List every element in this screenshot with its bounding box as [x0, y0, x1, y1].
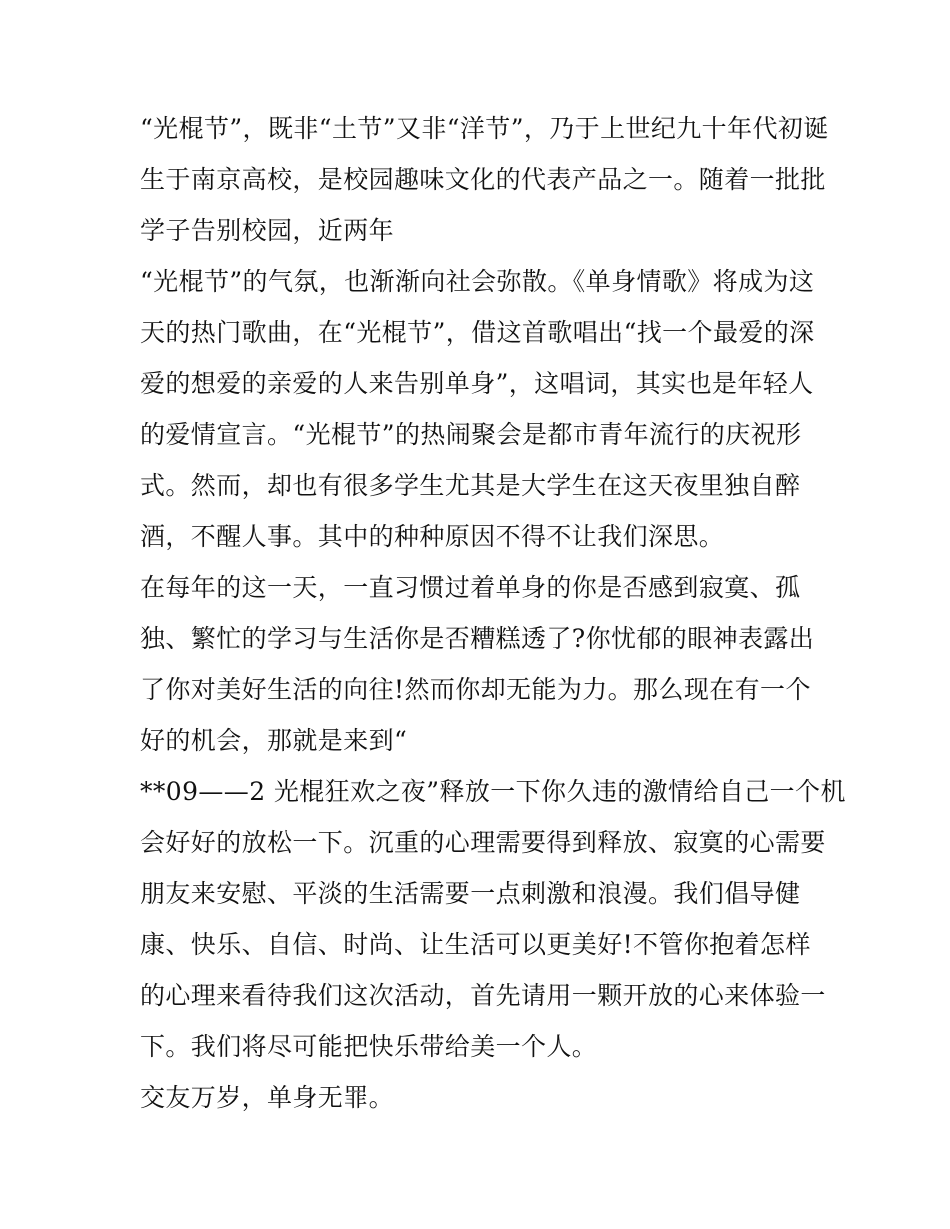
text-line: 交友万岁，单身无罪。 [140, 1083, 395, 1112]
text-line: 的心理来看待我们这次活动，首先请用一颗开放的心来体验一 [140, 981, 826, 1010]
text-line: 式。然而，却也有很多学生尤其是大学生在这天夜里独自醉 [140, 471, 801, 500]
text-line: 学子告别校园，近两年 [140, 216, 395, 245]
text-line: “光棍节”，既非“土节”又非“洋节”，乃于上世纪九十年代初诞 [140, 114, 829, 143]
text-line: 了你对美好生活的向往!然而你却无能为力。那么现在有一个 [140, 675, 811, 704]
text-line: **09——2 光棍狂欢之夜”释放一下你久违的激情给自己一个机 [140, 777, 846, 806]
text-line: 的爱情宣言。“光棍节”的热闹聚会是都市青年流行的庆祝形 [140, 420, 802, 449]
text-line: 生于南京高校，是校园趣味文化的代表产品之一。随着一批批 [140, 165, 826, 194]
text-line: 酒，不醒人事。其中的种种原因不得不让我们深思。 [140, 522, 725, 551]
text-line: 下。我们将尽可能把快乐带给美一个人。 [140, 1032, 598, 1061]
text-line: “光棍节”的气氛，也渐渐向社会弥散。《单身情歌》将成为这 [140, 267, 815, 296]
text-line: 爱的想爱的亲爱的人来告别单身”，这唱词，其实也是年轻人 [140, 369, 814, 398]
text-line: 在每年的这一天，一直习惯过着单身的你是否感到寂寞、孤 [140, 573, 801, 602]
text-line: 好的机会，那就是来到“ [140, 726, 408, 755]
text-line: 康、快乐、自信、时尚、让生活可以更美好!不管你抱着怎样 [140, 930, 811, 959]
text-line: 会好好的放松一下。沉重的心理需要得到释放、寂寞的心需要 [140, 828, 826, 857]
text-line: 朋友来安慰、平淡的生活需要一点刺激和浪漫。我们倡导健 [140, 879, 801, 908]
document-body [140, 103, 846, 1123]
text-line: 独、繁忙的学习与生活你是否糟糕透了?你忧郁的眼神表露出 [140, 624, 815, 653]
text-line: 天的热门歌曲，在“光棍节”，借这首歌唱出“找一个最爱的深 [140, 318, 815, 347]
